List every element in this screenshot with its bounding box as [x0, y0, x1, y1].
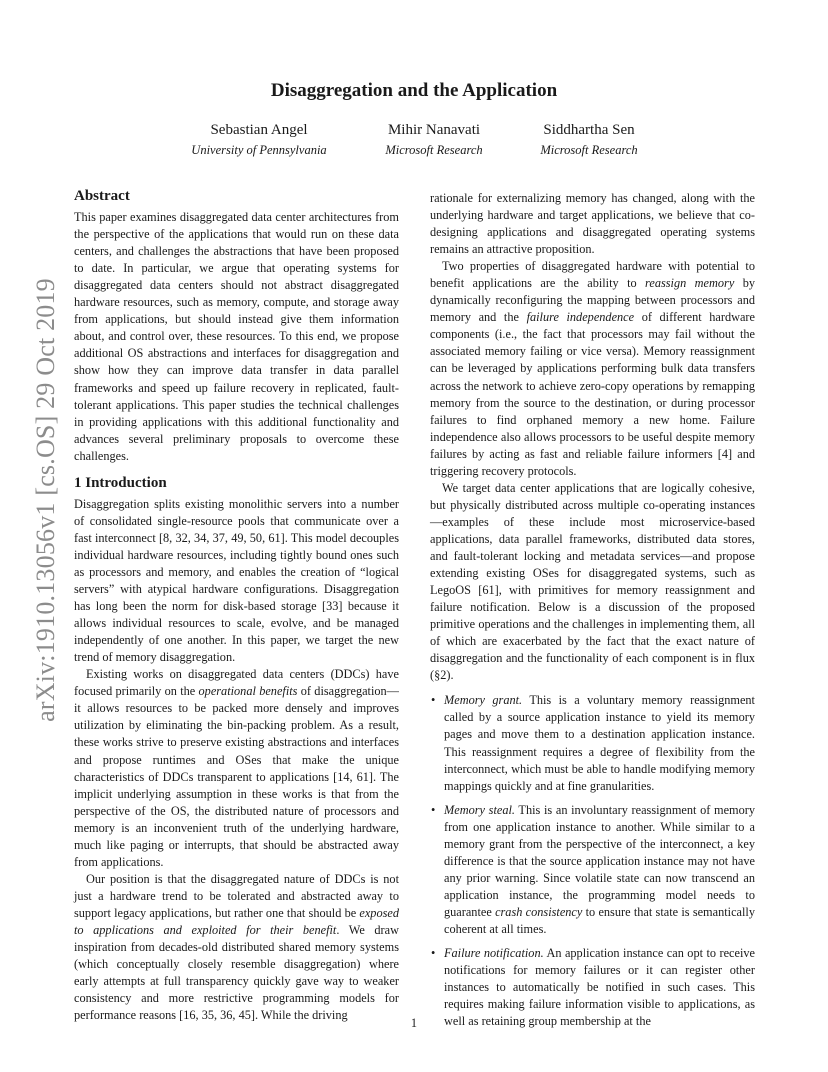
intro-heading: 1 Introduction — [74, 474, 167, 491]
author-block — [172, 122, 346, 158]
author-name: Mihir Nanavati — [387, 122, 481, 138]
paper-title: Disaggregation and the Application — [270, 80, 558, 101]
author-affiliation: University of Pennsylvania — [191, 143, 327, 157]
author-affiliation: Microsoft Research — [540, 143, 638, 157]
intro-paragraph: Our position is that the disaggregated nature of DDCs is not just a hardware trend to be tolerated and abstracted away to support legacy applications, but rather one that should be exposed to applications and exploited for their benefit. We draw inspiration from decades-old distributed shared memory systems (which conceptually closely resemble disaggregation) where early attempts at full transparency quickly gave way to weaker consistency and more restrictive programming models for performance reasons [16, 35, 36, 45]. While the driving — [74, 871, 399, 1023]
intro-paragraph: Disaggregation splits existing monolithic servers into a number of consolidated single-resource pools that communicate over a fast interconnect [8, 32, 34, 37, 49, 50, 61]. This model decouples individual hardware resources, including tightly bound ones such as processors and memory, and enables the creation of “logical servers” with atypical hardware configurations. Disaggregation has long been the norm for disk-based storage [33] because it allows individual resources to scale, evolve, and be managed independently of one another. In this paper, we target the new trend of memory disaggregation. — [74, 496, 399, 665]
bullet-icon: • — [431, 802, 436, 817]
list-item: • Failure notification. An application instance can opt to receive notifications for memory failures or it can register other instances to automatically be notified in such cases. This requires making failure information visible to applications, as well as retaining group membership at the — [431, 946, 755, 1029]
arxiv-stamp — [26, 278, 66, 722]
bullet-icon: • — [431, 946, 436, 961]
intro-paragraph: We target data center applications that are logically cohesive, but physically distributed across multiple co-operating instances—examples of these include most microservice-based applications, data parallel frameworks, distributed data stores, and fault-tolerant locking and metadata services—and propose extending existing OSes for disaggregated systems, such as LegoOS [61], with primitives for memory reassignment and failure notification. Below is a discussion of the proposed primitive operations and the challenges in implementing them, all of which are exacerbated by the fact that the exact nature of disaggregation and the functionality of each component is in flux (§2). — [430, 480, 755, 683]
right-column — [430, 190, 755, 1037]
page-number: 1 — [410, 1016, 418, 1030]
abstract-heading: Abstract — [74, 188, 130, 204]
author-name: Sebastian Angel — [210, 122, 308, 138]
abstract-text: This paper examines disaggregated data center architectures from the perspective of the applications that would run on these data centers, and challenges the abstractions that have been proposed to date. In particular, we argue that operating systems for disaggregated data centers should not abstract disaggregated hardware resources, such as memory, compute, and storage away from applications, but should instead give them information about, and control over, these resources. To this end, we propose additional OS abstractions and interfaces for disaggregation and show how they can improve data transfer in data parallel frameworks and speed up failure recovery in replicated, fault-tolerant applications. This paper studies the technical challenges in providing applications with this additional functionality and advances several preliminary proposals to overcome these challenges. — [74, 210, 399, 463]
intro-paragraph: rationale for externalizing memory has changed, along with the underlying hardware and target applications, we believe that co-designing applications and disaggregated operating systems remains an attractive proposition. — [430, 191, 755, 257]
list-item: • Memory grant. This is a voluntary memory reassignment called by a source application instance to yield its memory pages and move them to a destination application instance. This reassignment requires a degree of flexibility from the interconnect, which must be able to handle modifying memory mappings quickly and at fine granularities. — [431, 693, 755, 793]
bullet-icon: • — [431, 693, 436, 708]
primitive-list — [430, 692, 755, 1030]
left-column — [74, 188, 399, 1024]
intro-paragraph: Existing works on disaggregated data centers (DDCs) have focused primarily on the operational benefits of disaggregation—it allows resources to be packed more densely and improves utilization by eliminating the bin-packing problem. As a result, these works strive to preserve existing abstractions and interfaces and propose runtimes and OSes that make the unique characteristics of DDCs transparent to applications [14, 61]. The implicit underlying assumption in these works is that from the perspective of the OS, the distributed nature of processors and memory is an inconvenient truth of the underlying hardware, much like paging or interrupts, that should be abstracted away from applications. — [74, 667, 399, 869]
author-block — [520, 122, 658, 158]
arxiv-stamp-text: arXiv:1910.13056v1 [cs.OS] 29 Oct 2019 — [31, 278, 60, 722]
author-affiliation: Microsoft Research — [385, 143, 483, 157]
list-item: • Memory steal. This is an involuntary reassignment of memory from one application instance to another. While similar to a memory grant from the perspective of the interconnect, a key difference is that the source application instance may not have any prior warning. Since volatile state can now transcend an application instance, the programming model needs to guarantee crash consistency to ensure that state is semantically coherent at all times. — [431, 802, 755, 936]
intro-paragraph: Two properties of disaggregated hardware with potential to benefit applications are the ability to reassign memory by dynamically reconfiguring the mapping between processors and memory and the failure independence of different hardware components (i.e., the fact that processors may fail without the associated memory failing or vice versa). Memory reassignment can be leveraged by applications performing bulk data transfers across the network to achieve zero-copy operations by remapping memory from the source to the destination, or during processor failures to find orphaned memory a new home. Failure independence also allows processors to be useful despite memory failures by acting as fast and reliable failure informers [4] and triggering recovery protocols. — [430, 259, 756, 478]
author-block — [364, 122, 504, 158]
author-name: Siddhartha Sen — [543, 122, 635, 138]
